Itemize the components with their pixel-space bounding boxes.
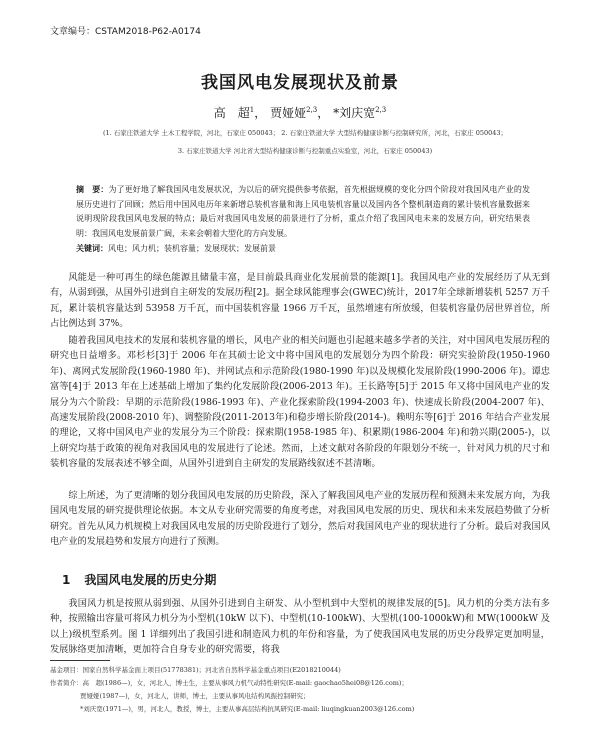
abstract <box>76 183 530 241</box>
author-line: 高 超$^1$， 贾娅娅$^{2,3}$， *刘庆宽$^{2,3}$ <box>213 106 387 120</box>
article-number: 文章编号：CSTAM2018-P62-A0174 <box>50 27 201 37</box>
section-heading <box>62 571 230 588</box>
author-name: 高 超 <box>213 106 250 120</box>
keywords-label: 关键词： <box>76 244 108 253</box>
author-name: *刘庆宽 <box>333 106 376 120</box>
author-affil-mark: 2,3 <box>375 106 387 114</box>
author-affil-mark: 1 <box>249 106 255 114</box>
footnote-funding: 基金项目：国家自然科学基金面上项目(51778381)；河北省自然科学基金重点项目(E2018210044) <box>50 666 341 674</box>
footnote-author: 作者简介：高 超(1986—)，女，河北人，博士生，主要从事风力机气动特性研究(E-mail: gaochao5hei08@126.com)； <box>50 679 408 687</box>
body-paragraph: 风能是一种可再生的绿色能源且储量丰富，是目前最具商业化发展前景的能源[1]。我国风电产业的发展经历了从无到有，从弱到强，从国外引进到自主研发的发展历程[2]。据全球风能理事会(GWEC)统计，2017年全球新增装机 5257 万千瓦，累计装机容量达到 53958 万千瓦，而中国装机容量 1966 万千瓦，虽然增速有所放缓，但装机容量仍居世界首位，所占比例达到 37%。 <box>50 272 550 330</box>
author-name: 贾娅娅 <box>270 106 307 120</box>
author-affil-mark: 2,3 <box>306 106 318 114</box>
section-number: 1 <box>62 573 71 587</box>
body-paragraph: 综上所述，为了更清晰的划分我国风电发展的历史阶段，深入了解我国风电产业的发展历程和预测未来发展方向，为我国风电发展的研究提供理论依据。本文从专业研究需要的角度考虑，对我国风电发展的历史、现状和未来发展趋势做了分析研究。首先从风力机规模上对我国风电发展的历史阶段进行了划分，然后对我国风电产业的现状进行了分析。最后对我国风电产业的发展趋势和发展方向进行了预测。 <box>50 490 550 548</box>
footnote-divider <box>50 660 110 661</box>
keywords <box>76 243 530 254</box>
footnote-author: 贾娅娅(1987—)，女，河北人，讲师，博士，主要从事风电结构风振控制研究； <box>80 692 310 700</box>
footnote-author: *刘庆宽(1971—)，男，河北人，教授，博士，主要从事高层结构抗风研究(E-mail: liuqingkuan2003@126.com) <box>80 705 415 713</box>
paper-title: 我国风电发展现状及前景 <box>201 73 399 93</box>
abstract-text: 为了更好地了解我国风电发展状况，为以后的研究提供参考依据，首先根据规模的变化分四个阶段对我国风电产业的发展历史进行了回顾；然后用中国风电历年来新增总装机容量和海上风电装机容量以及国内各个整机制造商的累计装机容量数据来说明现阶段我国风电发展的特点；最后对我国风电发展的前景进行了分析，重点介绍了我国风电未来的发展方向，研究结果表明：我国风电发展前景广阔，未来会朝着大型化的方向发展。 <box>76 185 530 238</box>
section-title: 我国风电发展的历史分期 <box>84 573 217 587</box>
abstract-label: 摘 要： <box>76 185 109 194</box>
body-paragraph: 我国风力机是按照从弱到强、从国外引进到自主研发、从小型机到中大型机的规律发展的[5]。风力机的分类方法有多种，按照输出容量可将风力机分为小型机(10kW 以下)、中型机(10-100kW)、大型机(100-1000kW)和 MW(1000kW 及以上)级机型系列。图 1 详细列出了我国引进和制造风力机的年份和容量，为了使我国风电发展的历史分段界定更加明显，发展脉络更加清晰，更加符合自身专业的研究需要，将我 <box>50 598 550 656</box>
affiliation-line: 3. 石家庄铁道大学 河北省大型结构健康诊断与控制重点实验室，河北，石家庄 050043) <box>177 147 433 155</box>
keywords-text: 风电；风力机；装机容量；发展现状；发展前景 <box>108 244 276 253</box>
body-paragraph: 随着我国风电技术的发展和装机容量的增长，风电产业的相关问题也引起越来越多学者的关注，对中国风电发展历程的研究也日益增多。邓杉杉[3]于 2006 年在其硕士论文中将中国风电的发展划分为四个阶段：研究实验阶段(1950-1960 年)、离网式发展阶段(1960-1980 年)、并网试点和示范阶段(1980-1990 年)以及规模化发展阶段(1990-2006 年)。谭忠富等[4]于 2013 年在上述基础上增加了集约化发展阶段(2006-2013 年)。王长路等[5]于 2015 年又将中国风电产业的发展分为六个阶段：早期的示范阶段(1986-1993 年)、产业化探索阶段(1994-2003 年)、快速成长阶段(2004-2007 年)、高速发展阶段(2008-2010 年)、调整阶段(2011-2013年)和稳步增长阶段(2014-)。赖明东等[6]于 2016 年结合产业发展的理论，又将中国风电产业的发展分为三个阶段：探索期(1958-1985 年)、积累期(1986-2004 年)和勃兴期(2005-)，以上研究均基于政策的视角对我国风电的发展进行了论述。然而，上述文献对各阶段的年限划分不统一，针对风力机的尺寸和装机容量的发展表述不够全面，从国外引进到自主研发的发展路线叙述不甚清晰。 <box>50 335 550 470</box>
affiliation-line: (1. 石家庄铁道大学 土木工程学院，河北，石家庄 050043； 2. 石家庄铁道大学 大型结构健康诊断与控制研究所，河北，石家庄 050043； <box>102 129 508 137</box>
